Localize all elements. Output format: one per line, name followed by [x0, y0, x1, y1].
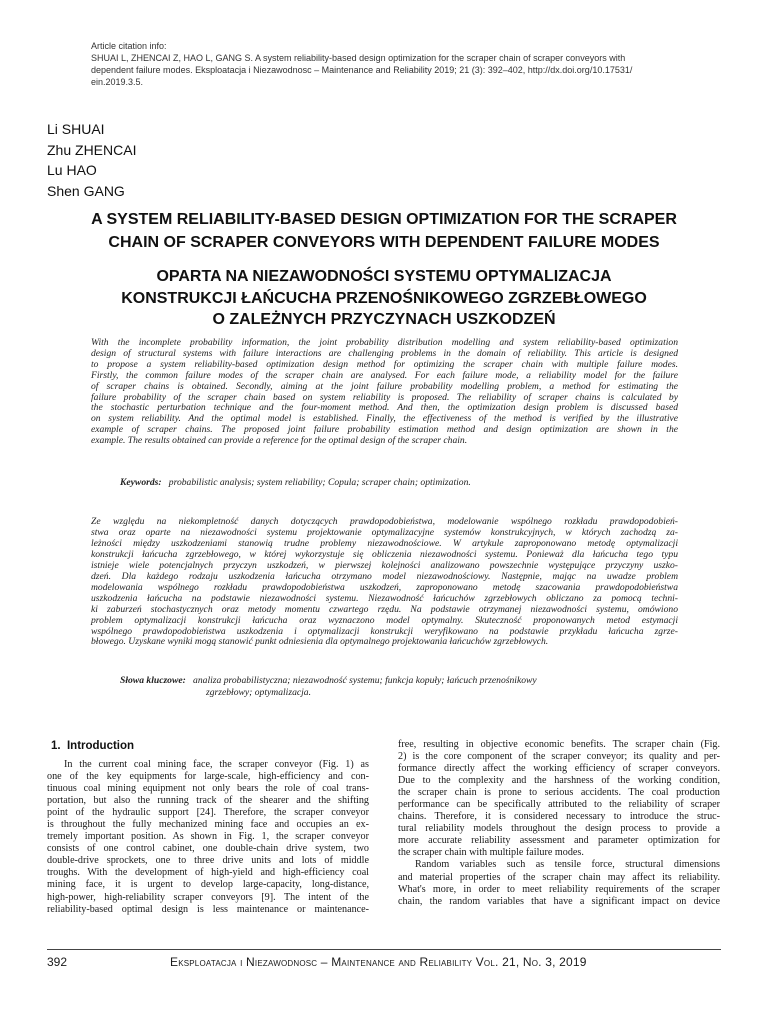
abstract-polish: [91, 517, 678, 648]
body-line: Due to the complexity and the harshness of the working condition,: [398, 775, 720, 787]
section-title: Introduction: [66, 740, 135, 752]
title-line: OPARTA NA NIEZAWODNOŚCI SYSTEMU OPTYMALIZACJA: [156, 268, 612, 285]
body-line: high-power, high-reliability scraper conveyors [9]. The intent of the: [47, 891, 369, 903]
body-line: reliability-based optimal design is less maintenance or maintenance-: [47, 903, 369, 915]
body-line: tural reliability models throughout the design process to provide a: [398, 823, 720, 835]
abstract-line: uszkodzenia łańcucha na podstawie niezawodności systemu. Niezawodność łańcuchów zgrzebłowych obliczano za pomocą techni-: [91, 592, 678, 604]
body-line: point of the hydraulic support [24]. Therefore, the scraper conveyor: [47, 807, 369, 819]
abstract-line: leżności między uszkodzeniami stanowią trudne problemy niezawodnościowe. W artykule zaproponowano metodę optymalizacji: [91, 537, 678, 549]
abstract-line: modelowania wspólnego rozkładu prawdopodobieństwa uszkodzeń, zaproponowano metodę szacowania prawdopodobieństwa: [91, 581, 678, 593]
section-number: 1.: [51, 740, 61, 752]
abstract-line: Firstly, the common failure modes of the scraper chain are analysed. For each failure mode, a reliability model for the failure: [91, 369, 678, 381]
body-line: consists of one control cabinet, one double-chain drive system, two: [47, 843, 369, 855]
keywords-polish: [120, 675, 537, 699]
author-name: Zhu ZHENCAI: [47, 141, 137, 158]
abstract-line: ki zaburzeń stochastycznych oraz metody momentu czwartego rzędu. Na podstawie otrzymanej niezawodności systemu, omówiono: [91, 603, 678, 615]
body-line: formance directly affect the working efficiency of scraper conveyors.: [398, 763, 720, 775]
body-line: What's more, in order to meet reliability requirements of the scraper: [398, 883, 720, 895]
abstract-line: błowego. Uzyskane wyniki mogą stanowić punkt odniesienia dla optymalnego projektowania łańcuchów zgrzebłowych.: [91, 636, 549, 648]
citation-heading: Article citation info:: [91, 41, 167, 51]
citation-line: dependent failure modes. Eksploatacja i Niezawodnosc – Maintenance and Reliability 2019; 21 (3): 392–402, http://dx.doi.org/10.17531/: [91, 65, 633, 75]
keywords-text: probabilistic analysis; system reliability; Copula; scraper chain; optimization.: [168, 477, 471, 488]
abstract-line: Ze względu na niekompletność danych dotyczących prawdopodobieństwa, modelowanie wspólnego rozkładu prawdopodobień-: [91, 516, 678, 527]
abstract-line: dzeń. Dla każdego rodzaju uszkodzenia łańcucha otrzymano model niezawodnościowy. Następnie, mając na uwadze problem: [91, 570, 678, 582]
footer-divider: [47, 949, 721, 950]
body-line: one of the key equipments for large-scale, high-efficiency and con-: [47, 771, 369, 783]
body-line: tinuous coal mining equipment not only bears the role of coal trans-: [47, 783, 369, 795]
body-column-left: [47, 739, 369, 916]
title-line: O ZALEŻNYCH PRZYCZYNACH USZKODZEŃ: [212, 311, 556, 328]
journal-running-footer: Eksploatacja i Niezawodnosc – Maintenance and Reliability Vol. 21, No. 3, 2019: [170, 955, 587, 969]
abstract-line: problem optymalizacji konstrukcji łańcucha oraz wyznaczono model optymalny. Skuteczność proponowanych metod estymacji: [91, 614, 678, 626]
abstract-line: design of structural systems with failure interactions are challenging problems in the domain of reliability. This article is designed: [91, 347, 678, 359]
keywords-text: zgrzebłowy; optymalizacja.: [206, 687, 311, 698]
body-line: tremely important position. As shown in Fig. 1, the scraper conveyor: [47, 831, 369, 843]
keywords-text: analiza probabilistyczna; niezawodność systemu; funkcja kopuły; łańcuch przenośnikowy: [193, 675, 537, 686]
body-line: 2) is the core component of the scraper conveyor; its quality and per-: [398, 751, 720, 763]
title-line: KONSTRUKCJI ŁAŃCUCHA PRZENOŚNIKOWEGO ZGRZEBŁOWEGO: [121, 289, 647, 307]
keywords-english: [120, 477, 471, 488]
abstract-line: to propose a system reliability-based optimization design method for optimizing the scraper chain with multiple failure modes.: [91, 358, 678, 370]
abstract-line: on system reliability. And the optimal model is established. Finally, the effectiveness of the method is verified by the illustrative: [91, 413, 678, 425]
body-line: performance can be specifically attributed to the reliability of scraper: [398, 799, 720, 811]
body-line: Random variables such as tensile force, structural dimensions: [415, 859, 720, 871]
section-heading: [51, 739, 369, 753]
author-name: Lu HAO: [47, 162, 97, 178]
abstract-line: example of scraper chains. The proposed joint failure probability estimation method and design optimization are shown in the: [91, 424, 678, 436]
abstract-line: failure probability of the scraper chain based on system reliability is proposed. The reliability of scraper chains is calculated by: [91, 391, 678, 403]
body-line: and material properties of the scraper chain may affect its reliability.: [398, 871, 720, 883]
body-line: In the current coal mining face, the scraper conveyor (Fig. 1) as: [64, 759, 369, 770]
abstract-line: With the incomplete probability information, the joint probability distribution modelling and system reliability-based optimization: [91, 337, 678, 348]
page-number: 392: [47, 955, 68, 969]
article-title-polish: [40, 266, 728, 331]
article-citation: [91, 40, 691, 88]
body-line: chain, the random variables that have a significant impact on device: [398, 895, 720, 907]
citation-line: SHUAI L, ZHENCAI Z, HAO L, GANG S. A system reliability-based design optimization for the scraper chain of scraper conveyors with: [91, 53, 626, 63]
author-name: Shen GANG: [47, 182, 125, 199]
author-name: Li SHUAI: [47, 121, 105, 137]
abstract-line: example. The results obtained can provide a reference for the optimal design of the scraper chain.: [91, 435, 468, 447]
body-line: portation, but also the running track of the shearer and the shifting: [47, 795, 369, 807]
article-title-english: [40, 208, 728, 254]
body-line: free, resulting in objective economic benefits. The scraper chain (Fig.: [398, 739, 720, 750]
body-line: mining face, it is urgent to develop large-capacity, long-distance,: [47, 879, 369, 891]
body-line: is throughout the fully mechanized mining face and occupies an ex-: [47, 819, 369, 831]
citation-line: ein.2019.3.5.: [91, 77, 144, 87]
abstract-line: of scraper chains is obtained. Secondly, aiming at the joint failure probability modelling problem, a method for estimating the: [91, 380, 678, 392]
abstract-line: wspólnego prawdopodobieństwa uszkodzenia i optymalizacji konstrukcji weryfikowano na podstawie przykładu łańcucha zgrze-: [91, 625, 678, 637]
author-list: [47, 119, 136, 201]
body-line: the scraper chain is prone to serious accidents. The coal production: [398, 787, 720, 799]
title-line: A SYSTEM RELIABILITY-BASED DESIGN OPTIMIZATION FOR THE SCRAPER: [91, 211, 677, 228]
keywords-label: Słowa kluczowe:: [120, 675, 186, 686]
abstract-line: konstrukcji łańcucha zgrzebłowego, w której wykorzystuje się obliczenia niezawodności systemu. Ponieważ dla łańcucha tego typu: [91, 548, 678, 560]
abstract-line: stwa oraz oparte na niezawodności systemu projektowanie optymalizacyjne systemów konstrukcyjnych, w których zachodzą za-: [91, 526, 678, 538]
body-line: chains. Therefore, it is considered necessary to introduce the struc-: [398, 811, 720, 823]
keywords-label: Keywords:: [120, 477, 162, 488]
body-line: double-drive sprockets, one to three drive units and lots of middle: [47, 855, 369, 867]
abstract-line: the stochastic perturbation technique and the four-moment method. And then, the optimization design problem is discussed based: [91, 402, 678, 414]
abstract-line: istnieje wiele potencjalnych przyczyn uszkodzeń, w pierwszej kolejności analizowano powszechnie występujące przyczyny uszko-: [91, 559, 678, 571]
body-line: more accurate reliability assessment and parameter optimization for: [398, 835, 720, 847]
body-line: the scraper chain with multiple failure modes.: [398, 847, 584, 859]
abstract-english: [91, 338, 678, 447]
body-line: troughs. With the development of high-yield and high-efficiency coal: [47, 867, 369, 879]
body-column-right: [398, 739, 720, 908]
title-line: CHAIN OF SCRAPER CONVEYORS WITH DEPENDENT FAILURE MODES: [108, 234, 660, 251]
